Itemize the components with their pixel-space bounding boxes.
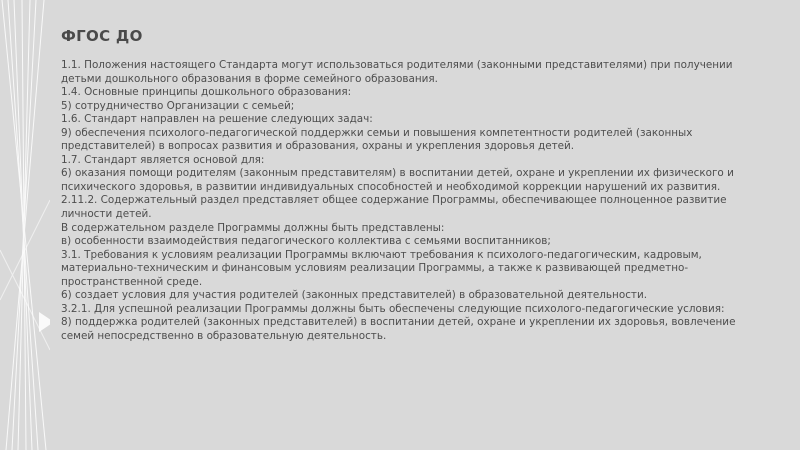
paragraph: 5) сотрудничество Организации с семьей; bbox=[61, 99, 295, 112]
stripe-graphic bbox=[0, 0, 50, 450]
paragraph: 3.1. Требования к условиям реализации Программы включают требования к психолого-педагогическим, кадровым, материально-техническим и финансовым условиям реализации Программы, а также к развивающей предметно-пространственной среде. bbox=[61, 248, 702, 288]
paragraph: 3.2.1. Для успешной реализации Программы должны быть обеспечены следующие психолого-педагогические условия: bbox=[61, 302, 725, 315]
slide-body bbox=[61, 59, 741, 343]
paragraph: 1.4. Основные принципы дошкольного образования: bbox=[61, 86, 352, 99]
decorative-stripes bbox=[0, 0, 50, 450]
paragraph: В содержательном разделе Программы должны быть представлены: bbox=[61, 221, 445, 234]
paragraph: 2.11.2. Содержательный раздел представляет общее содержание Программы, обеспечивающее полноценное развитие личности детей. bbox=[61, 194, 727, 221]
paragraph: 1.6. Стандарт направлен на решение следующих задач: bbox=[61, 113, 373, 126]
paragraph: 8) поддержка родителей (законных представителей) в воспитании детей, охране и укреплении их здоровья, вовлечение семей непосредственно в образовательную деятельность. bbox=[61, 316, 736, 342]
paragraph: 1.1. Положения настоящего Стандарта могут использоваться родителями (законными представителями) при получении детьми дошкольного образования в форме семейного образования. bbox=[61, 59, 733, 85]
paragraph: 6) создает условия для участия родителей (законных представителей) в образовательной деятельности. bbox=[61, 289, 648, 302]
paragraph: 6) оказания помощи родителям (законным представителям) в воспитании детей, охране и укреплении их физического и психического здоровья, в развитии индивидуальных способностей и необходимой коррекции нарушений их развития. bbox=[61, 167, 734, 193]
paragraph: 9) обеспечения психолого-педагогической поддержки семьи и повышения компетентности родителей (законных представителей) в вопросах развития и образования, охраны и укрепления здоровья детей. bbox=[61, 126, 693, 153]
paragraph: 1.7. Стандарт является основой для: bbox=[61, 153, 265, 166]
paragraph: в) особенности взаимодействия педагогического коллектива с семьями воспитанников; bbox=[61, 235, 551, 248]
slide-title: ФГОС ДО bbox=[61, 27, 143, 45]
